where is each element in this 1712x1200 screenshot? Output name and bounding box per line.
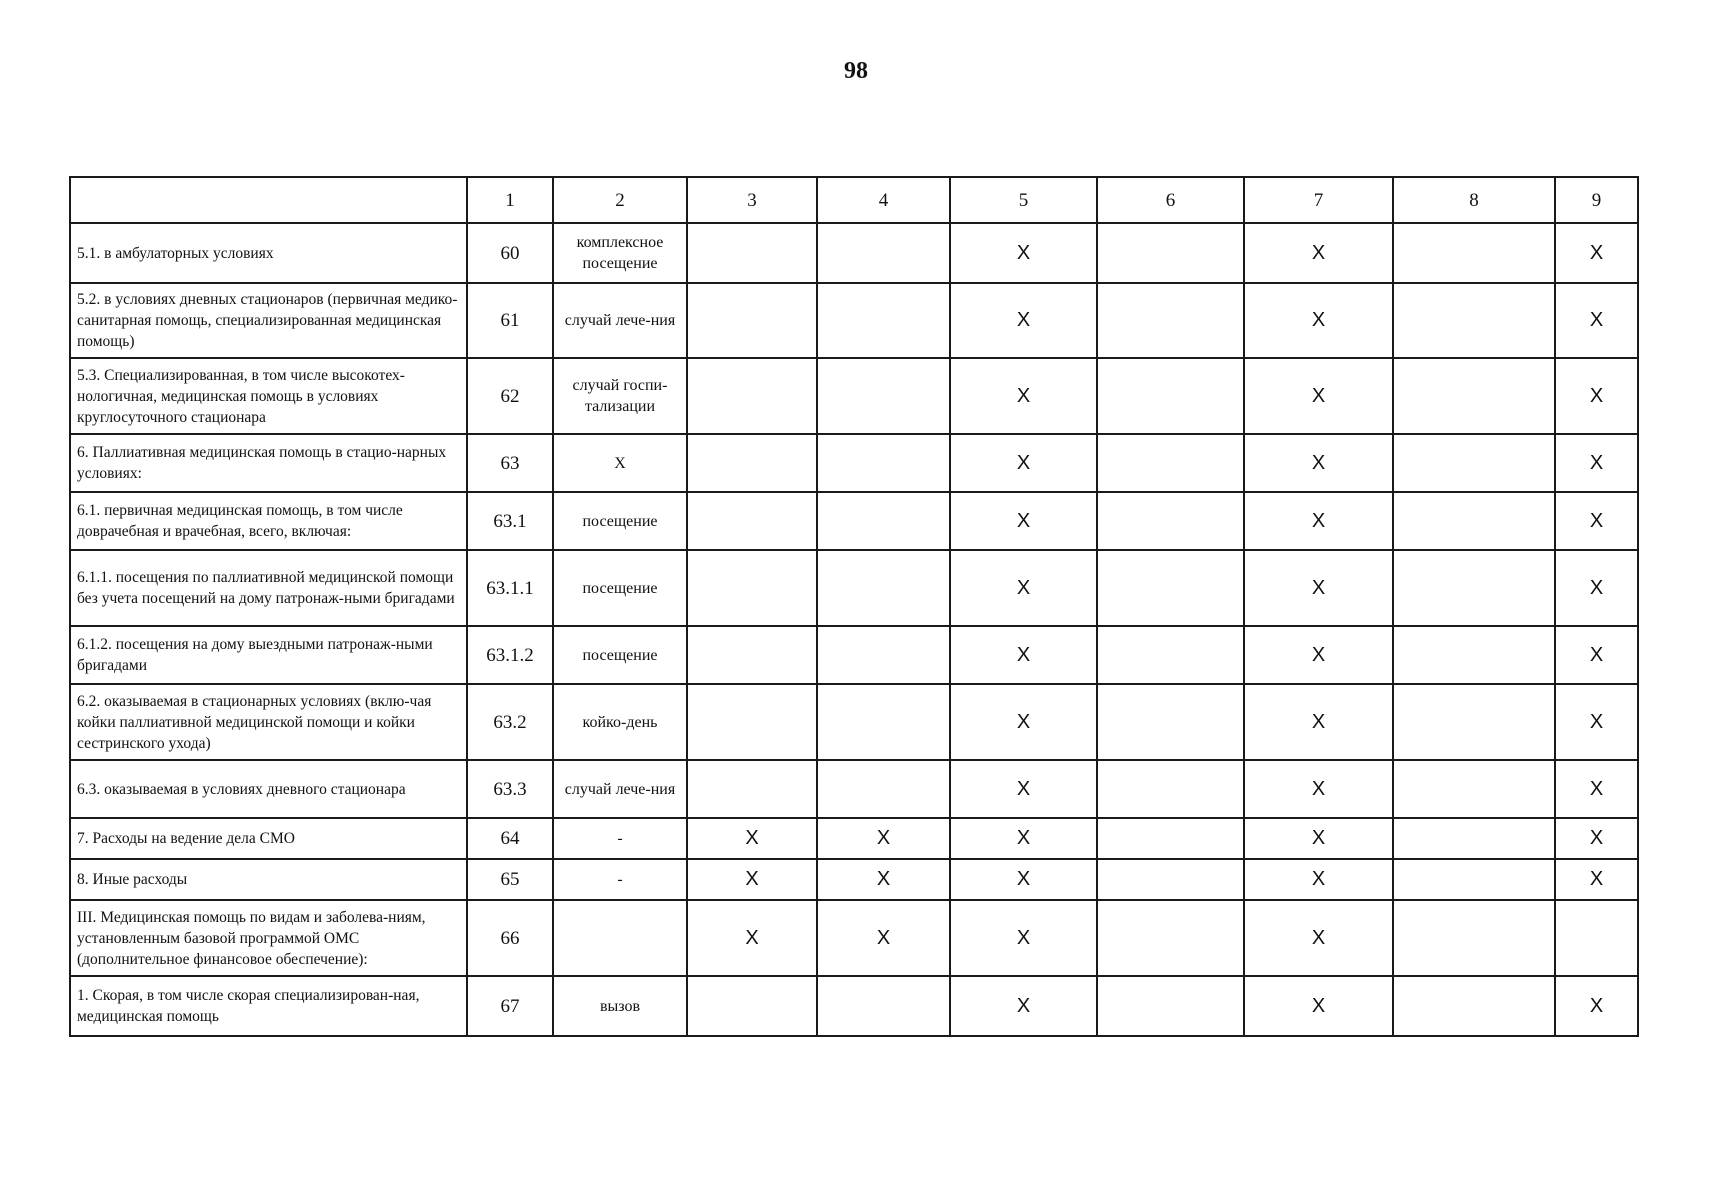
table-row: [70, 283, 1638, 358]
header-cell-8: 8: [1393, 177, 1555, 223]
row-label: 6. Паллиативная медицинская помощь в стацио-нарных условиях:: [70, 434, 467, 492]
cell-col-6: [1097, 550, 1244, 626]
row-code: 63: [467, 434, 553, 492]
cell-col-8: [1393, 900, 1555, 976]
table-container: [69, 176, 1637, 1037]
row-label: 5.2. в условиях дневных стационаров (первичная медико-санитарная помощь, специализированная медицинская помощь): [70, 283, 467, 358]
cell-col-8: [1393, 550, 1555, 626]
table-row: [70, 760, 1638, 818]
row-label: 6.1.1. посещения по паллиативной медицинской помощи без учета посещений на дому патронаж-ными бригадами: [70, 550, 467, 626]
header-cell-6: 6: [1097, 177, 1244, 223]
row-unit: случай лече-ния: [553, 760, 687, 818]
cell-col-8: [1393, 626, 1555, 684]
row-code: 66: [467, 900, 553, 976]
row-unit: [553, 900, 687, 976]
row-label: 5.3. Специализированная, в том числе высокотех-нологичная, медицинская помощь в условиях круглосуточного стационара: [70, 358, 467, 434]
cell-col-7: X: [1244, 976, 1393, 1036]
cell-col-8: [1393, 358, 1555, 434]
cell-col-7: X: [1244, 223, 1393, 283]
cell-col-7: X: [1244, 900, 1393, 976]
cell-col-4: X: [817, 818, 950, 859]
cell-col-7: X: [1244, 684, 1393, 760]
cell-col-7: X: [1244, 859, 1393, 900]
cell-col-3: X: [687, 859, 817, 900]
cell-col-4: X: [817, 859, 950, 900]
cell-col-4: [817, 283, 950, 358]
header-cell-3: 3: [687, 177, 817, 223]
cell-col-6: [1097, 283, 1244, 358]
table-row: [70, 684, 1638, 760]
cell-col-3: [687, 976, 817, 1036]
cell-col-5: X: [950, 434, 1097, 492]
row-code: 61: [467, 283, 553, 358]
cell-col-9: X: [1555, 283, 1638, 358]
cell-col-6: [1097, 492, 1244, 550]
header-cell-7: 7: [1244, 177, 1393, 223]
row-label: III. Медицинская помощь по видам и заболева-ниям, установленным базовой программой ОМС (дополнительное финансовое обеспечение):: [70, 900, 467, 976]
table-body: [70, 177, 1638, 1036]
cell-col-8: [1393, 492, 1555, 550]
cell-col-5: X: [950, 976, 1097, 1036]
cell-col-5: X: [950, 818, 1097, 859]
row-unit: случай госпи-тализации: [553, 358, 687, 434]
cell-col-6: [1097, 626, 1244, 684]
row-unit: посещение: [553, 626, 687, 684]
cell-col-4: [817, 760, 950, 818]
table-row: [70, 358, 1638, 434]
table-row: [70, 223, 1638, 283]
row-unit: посещение: [553, 550, 687, 626]
row-label: 6.3. оказываемая в условиях дневного стационара: [70, 760, 467, 818]
row-unit: -: [553, 818, 687, 859]
row-unit: X: [553, 434, 687, 492]
cell-col-3: X: [687, 900, 817, 976]
cell-col-5: X: [950, 626, 1097, 684]
cell-col-3: [687, 760, 817, 818]
row-code: 63.1.1: [467, 550, 553, 626]
header-cell-1: 1: [467, 177, 553, 223]
row-label: 1. Скорая, в том числе скорая специализирован-ная, медицинская помощь: [70, 976, 467, 1036]
cell-col-8: [1393, 684, 1555, 760]
cell-col-7: X: [1244, 818, 1393, 859]
row-code: 63.1: [467, 492, 553, 550]
cell-col-6: [1097, 859, 1244, 900]
row-label: 8. Иные расходы: [70, 859, 467, 900]
cell-col-6: [1097, 976, 1244, 1036]
cell-col-4: [817, 976, 950, 1036]
cell-col-3: [687, 358, 817, 434]
row-code: 64: [467, 818, 553, 859]
row-unit: вызов: [553, 976, 687, 1036]
cell-col-7: X: [1244, 434, 1393, 492]
cell-col-8: [1393, 760, 1555, 818]
cell-col-3: [687, 626, 817, 684]
cell-col-5: X: [950, 492, 1097, 550]
cell-col-4: [817, 434, 950, 492]
cell-col-4: [817, 550, 950, 626]
cell-col-7: X: [1244, 358, 1393, 434]
cell-col-5: X: [950, 283, 1097, 358]
table-row: [70, 550, 1638, 626]
row-code: 60: [467, 223, 553, 283]
cell-col-8: [1393, 976, 1555, 1036]
cell-col-9: [1555, 900, 1638, 976]
table-row: [70, 626, 1638, 684]
header-cell-5: 5: [950, 177, 1097, 223]
row-label: 6.2. оказываемая в стационарных условиях (вклю-чая койки паллиативной медицинской помощи и койки сестринского ухода): [70, 684, 467, 760]
cell-col-5: X: [950, 358, 1097, 434]
row-label: 6.1. первичная медицинская помощь, в том числе доврачебная и врачебная, всего, включая:: [70, 492, 467, 550]
cell-col-4: [817, 492, 950, 550]
table-row: [70, 434, 1638, 492]
row-code: 67: [467, 976, 553, 1036]
page-number: 98: [844, 58, 868, 84]
table-row: [70, 818, 1638, 859]
cell-col-8: [1393, 434, 1555, 492]
row-unit: комплексное посещение: [553, 223, 687, 283]
cell-col-9: X: [1555, 434, 1638, 492]
row-unit: случай лече-ния: [553, 283, 687, 358]
cell-col-9: X: [1555, 492, 1638, 550]
cell-col-3: [687, 684, 817, 760]
cell-col-6: [1097, 434, 1244, 492]
cell-col-7: X: [1244, 760, 1393, 818]
cell-col-6: [1097, 223, 1244, 283]
row-code: 65: [467, 859, 553, 900]
cell-col-3: [687, 223, 817, 283]
cell-col-3: [687, 434, 817, 492]
row-code: 63.3: [467, 760, 553, 818]
row-code: 62: [467, 358, 553, 434]
cell-col-8: [1393, 223, 1555, 283]
cell-col-8: [1393, 818, 1555, 859]
cell-col-5: X: [950, 550, 1097, 626]
cell-col-8: [1393, 859, 1555, 900]
header-cell-label: [70, 177, 467, 223]
row-code: 63.1.2: [467, 626, 553, 684]
cell-col-3: [687, 550, 817, 626]
row-label: 7. Расходы на ведение дела СМО: [70, 818, 467, 859]
cell-col-6: [1097, 684, 1244, 760]
cell-col-5: X: [950, 223, 1097, 283]
cell-col-7: X: [1244, 283, 1393, 358]
cell-col-7: X: [1244, 550, 1393, 626]
cell-col-5: X: [950, 684, 1097, 760]
row-code: 63.2: [467, 684, 553, 760]
table-row: [70, 900, 1638, 976]
cell-col-3: [687, 283, 817, 358]
cell-col-7: X: [1244, 492, 1393, 550]
cell-col-9: X: [1555, 223, 1638, 283]
header-cell-9: 9: [1555, 177, 1638, 223]
data-table: [69, 176, 1639, 1037]
cell-col-9: X: [1555, 859, 1638, 900]
cell-col-5: X: [950, 760, 1097, 818]
row-label: 6.1.2. посещения на дому выездными патронаж-ными бригадами: [70, 626, 467, 684]
row-label: 5.1. в амбулаторных условиях: [70, 223, 467, 283]
cell-col-4: [817, 358, 950, 434]
cell-col-9: X: [1555, 358, 1638, 434]
cell-col-4: [817, 684, 950, 760]
cell-col-3: [687, 492, 817, 550]
row-unit: -: [553, 859, 687, 900]
header-row: [70, 177, 1638, 223]
cell-col-9: X: [1555, 550, 1638, 626]
cell-col-8: [1393, 283, 1555, 358]
cell-col-6: [1097, 358, 1244, 434]
header-cell-2: 2: [553, 177, 687, 223]
cell-col-9: X: [1555, 818, 1638, 859]
cell-col-4: X: [817, 900, 950, 976]
table-row: [70, 976, 1638, 1036]
cell-col-5: X: [950, 859, 1097, 900]
header-cell-4: 4: [817, 177, 950, 223]
cell-col-6: [1097, 818, 1244, 859]
cell-col-7: X: [1244, 626, 1393, 684]
table-row: [70, 859, 1638, 900]
row-unit: койко-день: [553, 684, 687, 760]
cell-col-9: X: [1555, 976, 1638, 1036]
cell-col-9: X: [1555, 760, 1638, 818]
cell-col-9: X: [1555, 626, 1638, 684]
cell-col-6: [1097, 760, 1244, 818]
cell-col-5: X: [950, 900, 1097, 976]
cell-col-6: [1097, 900, 1244, 976]
row-unit: посещение: [553, 492, 687, 550]
table-row: [70, 492, 1638, 550]
cell-col-9: X: [1555, 684, 1638, 760]
cell-col-4: [817, 626, 950, 684]
cell-col-3: X: [687, 818, 817, 859]
cell-col-4: [817, 223, 950, 283]
